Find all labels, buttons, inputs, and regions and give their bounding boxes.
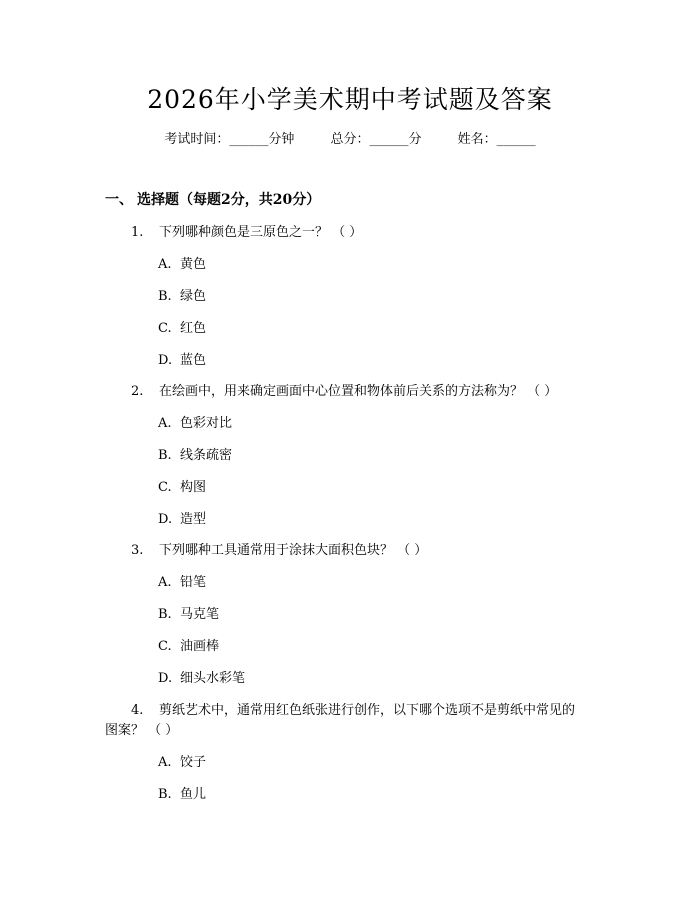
option-item (158, 351, 206, 371)
option-text: 线条疏密 (180, 448, 233, 463)
question-1 (131, 223, 362, 243)
option-text: 蓝色 (180, 353, 207, 368)
option-letter: B. (158, 607, 172, 622)
option-letter: B. (158, 787, 172, 802)
option-letter: D. (158, 512, 173, 527)
option-item (158, 287, 206, 307)
section-heading (105, 190, 320, 210)
option-text: 黄色 (180, 257, 207, 272)
option-item (158, 605, 219, 625)
option-letter: B. (158, 448, 172, 463)
name-field: 姓名：______ (457, 132, 536, 147)
option-letter: C. (158, 321, 172, 336)
question-3 (131, 541, 427, 561)
option-item (158, 753, 206, 773)
option-text: 饺子 (180, 755, 207, 770)
option-item (158, 573, 206, 593)
option-letter: A. (158, 755, 172, 770)
option-letter: D. (158, 353, 173, 368)
option-text: 红色 (180, 321, 207, 336)
option-letter: C. (158, 480, 172, 495)
option-letter: A. (158, 575, 172, 590)
option-letter: D. (158, 671, 173, 686)
exam-time-field: 考试时间：______分钟 (164, 132, 295, 147)
question-text-continued: 图案？ （ ） (105, 723, 179, 738)
option-letter: A. (158, 416, 172, 431)
option-text: 细头水彩笔 (180, 671, 246, 686)
option-item (158, 319, 206, 339)
option-text: 鱼儿 (180, 787, 207, 802)
option-text: 绿色 (180, 289, 207, 304)
option-item (158, 414, 232, 434)
question-number: 3. (131, 543, 144, 558)
question-number: 2. (131, 384, 144, 399)
option-text: 油画棒 (180, 639, 220, 654)
option-letter: B. (158, 289, 172, 304)
option-item (158, 510, 206, 530)
page-title: 2026年小学美术期中考试题及答案 (147, 85, 553, 114)
option-letter: C. (158, 639, 172, 654)
question-4 (131, 701, 575, 721)
option-item (158, 478, 206, 498)
question-text: 在绘画中，用来确定画面中心位置和物体前后关系的方法称为？ （ ） (159, 384, 558, 399)
total-score-field: 总分：______分 (330, 132, 422, 147)
question-text: 下列哪种颜色是三原色之一？ （ ） (159, 225, 363, 240)
exam-meta (0, 130, 700, 150)
option-text: 铅笔 (180, 575, 207, 590)
option-item (158, 669, 245, 689)
option-letter: A. (158, 257, 172, 272)
option-item (158, 637, 219, 657)
option-item (158, 255, 206, 275)
option-item (158, 446, 232, 466)
question-text: 下列哪种工具通常用于涂抹大面积色块？ （ ） (159, 543, 428, 558)
option-text: 构图 (180, 480, 207, 495)
section-title: 选择题（每题2分，共20分） (137, 192, 321, 208)
section-number: 一、 (105, 192, 133, 208)
question-number: 1. (131, 225, 144, 240)
question-number: 4. (131, 703, 144, 718)
option-text: 色彩对比 (180, 416, 233, 431)
option-text: 造型 (180, 512, 207, 527)
question-2 (131, 382, 557, 402)
option-text: 马克笔 (180, 607, 220, 622)
option-item (158, 785, 206, 805)
question-text: 剪纸艺术中，通常用红色纸张进行创作，以下哪个选项不是剪纸中常见的 (159, 703, 576, 718)
